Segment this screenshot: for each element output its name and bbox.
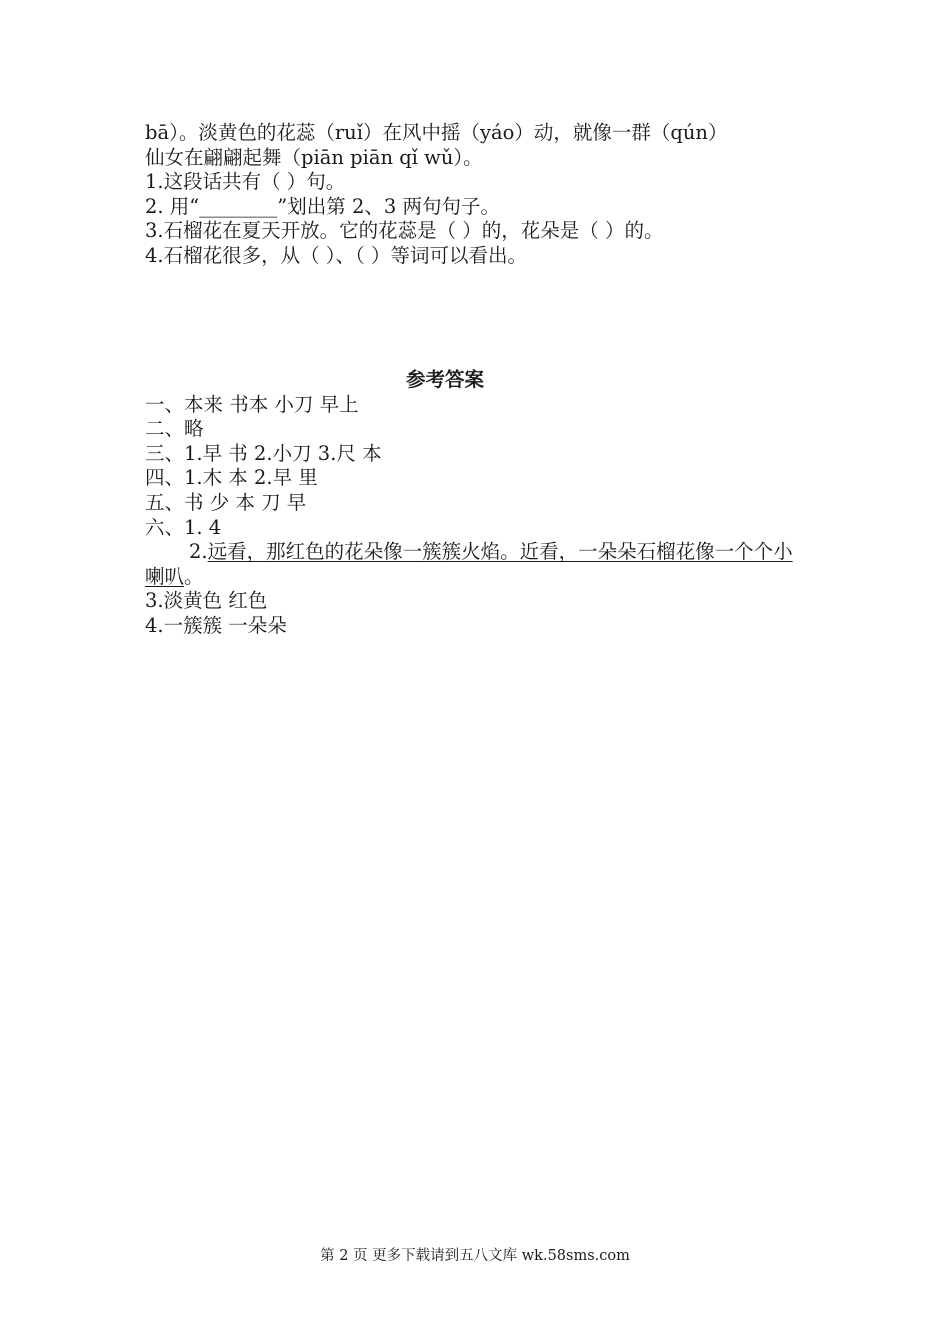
answer-line-6: 六、1. 4 xyxy=(145,515,222,539)
answer-line-1: 一、本来 书本 小刀 早上 xyxy=(145,392,359,416)
answer-six-item-2-underlined: 远看，那红色的花朵像一簇簇火焰。近看，一朵朵石榴花像一个个小喇叭 xyxy=(145,540,793,588)
answer-six-item-2 xyxy=(145,540,795,589)
question-2: 2. 用“________”划出第 2、3 两句句子。 xyxy=(145,194,500,218)
answer-line-4: 四、1.木 本 2.早 里 xyxy=(145,466,318,490)
answer-six-item-2-period: 。 xyxy=(184,564,204,588)
answer-six-item-2-number: 2. xyxy=(189,540,208,564)
document-body xyxy=(145,121,795,639)
passage-line-2: 仙女在翩翩起舞（piān piān qǐ wǔ）。 xyxy=(145,145,483,169)
section-gap xyxy=(145,269,795,367)
answer-six-item-4: 4.一簇簇 一朵朵 xyxy=(145,613,287,637)
answer-line-2: 二、略 xyxy=(145,417,204,441)
answer-key-title: 参考答案 xyxy=(405,367,484,391)
answer-line-5: 五、书 少 本 刀 早 xyxy=(145,490,307,514)
question-3: 3.石榴花在夏天开放。它的花蕊是（ ）的，花朵是（ ）的。 xyxy=(145,219,664,243)
answer-six-item-3: 3.淡黄色 红色 xyxy=(145,589,268,613)
page-footer: 第 2 页 更多下载请到五八文库 wk.58sms.com xyxy=(320,1248,630,1264)
question-4: 4.石榴花很多，从（ ）、（ ）等词可以看出。 xyxy=(145,243,528,267)
passage-line-1: bā）。淡黄色的花蕊（ruǐ）在风中摇（yáo）动，就像一群（qún） xyxy=(145,121,728,144)
question-1: 1.这段话共有（ ）句。 xyxy=(145,170,346,194)
answer-line-3: 三、1.早 书 2.小刀 3.尺 本 xyxy=(145,441,382,465)
